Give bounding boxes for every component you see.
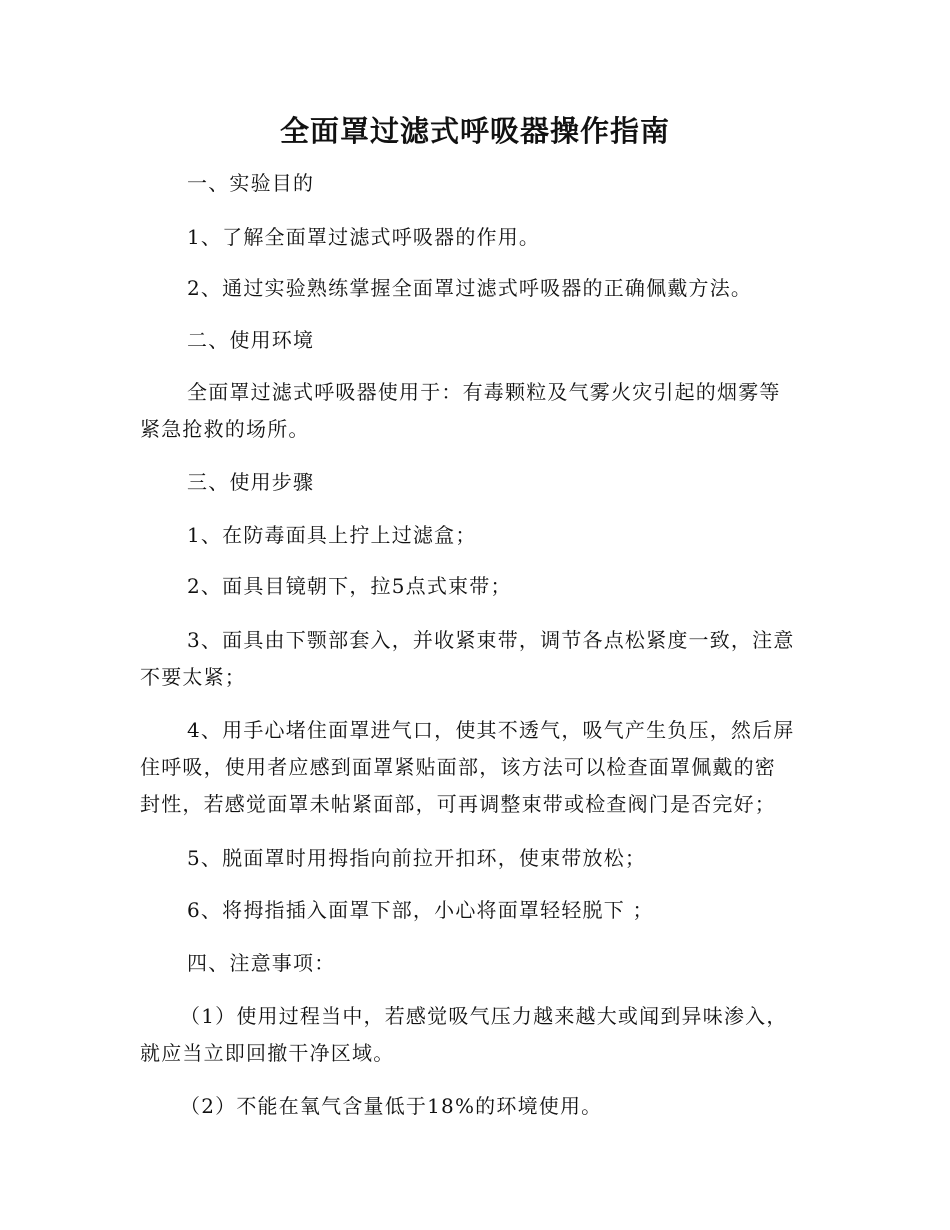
step-6: 6、将拇指插入面罩下部，小心将面罩轻轻脱下 ； bbox=[187, 898, 654, 922]
section-heading-steps: 三、使用步骤 bbox=[187, 470, 315, 494]
purpose-item-1: 1、了解全面罩过滤式呼吸器的作用。 bbox=[187, 225, 541, 249]
note-1: （1）使用过程当中，若感觉吸气压力越来越大或闻到异味渗入， 就应当立即回撤干净区域。 bbox=[140, 1004, 788, 1065]
section-heading-environment: 二、使用环境 bbox=[187, 328, 315, 352]
step-5: 5、脱面罩时用拇指向前拉开扣环，使束带放松； bbox=[187, 846, 647, 870]
purpose-item-2: 2、通过实验熟练掌握全面罩过滤式呼吸器的正确佩戴方法。 bbox=[187, 276, 753, 300]
step-2: 2、面具目镜朝下，拉5点式束带； bbox=[187, 574, 512, 598]
step-1: 1、在防毒面具上拧上过滤盒； bbox=[187, 523, 477, 547]
section-heading-notes: 四、注意事项： bbox=[187, 951, 336, 975]
note-2: （2）不能在氧气含量低于18%的环境使用。 bbox=[180, 1094, 603, 1118]
environment-paragraph: 全面罩过滤式呼吸器使用于：有毒颗粒及气雾火灾引起的烟雾等 紧急抢救的场所。 bbox=[140, 380, 781, 441]
document-title: 全面罩过滤式呼吸器操作指南 bbox=[279, 114, 670, 148]
section-heading-purpose: 一、实验目的 bbox=[187, 171, 315, 195]
step-3: 3、面具由下颚部套入，并收紧束带，调节各点松紧度一致，注意 不要太紧； bbox=[140, 628, 795, 689]
step-4: 4、用手心堵住面罩进气口，使其不透气，吸气产生负压，然后屏 住呼吸，使用者应感到面罩紧贴面部，该方法可以检查面罩佩戴的密 封性，若感觉面罩未帖紧面部，可再调整束带或检查阀门是否完好； bbox=[140, 718, 795, 816]
